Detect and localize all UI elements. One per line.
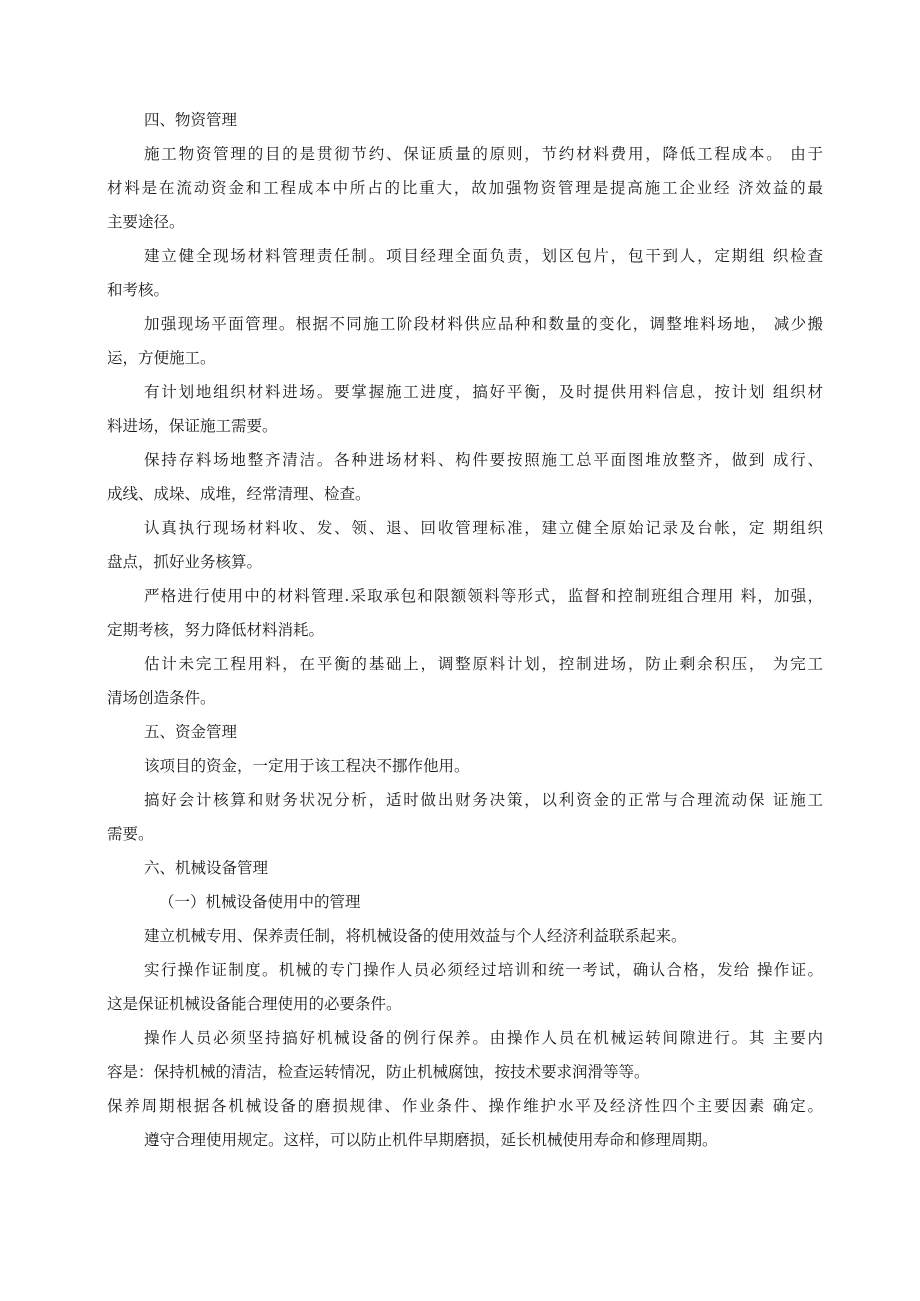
paragraph-line: 盘点，抓好业务核算。 — [107, 553, 263, 571]
paragraph-line: 估计未完工程用料，在平衡的基础上，调整原料计划，控制进场，防止剩余积压， 为完工 — [144, 655, 823, 673]
paragraph-line: 这是保证机械设备能合理使用的必要条件。 — [107, 995, 402, 1013]
paragraph-line: 认真执行现场材料收、发、领、退、回收管理标准，建立健全原始记录及台帐，定 期组织 — [144, 519, 823, 537]
paragraph-line: 施工物资管理的目的是贯彻节约、保证质量的原则，节约材料费用，降低工程成本。 由于 — [144, 145, 823, 163]
paragraph-line: 需要。 — [107, 825, 154, 843]
paragraph-line: 建立机械专用、保养责任制，将机械设备的使用效益与个人经济利益联系起来。 — [144, 927, 687, 945]
paragraph-line: 成线、成垛、成堆，经常清理、检查。 — [107, 485, 371, 503]
document-page — [107, 103, 823, 1157]
paragraph-line: 搞好会计核算和财务状况分析，适时做出财务决策，以利资金的正常与合理流动保 证施工 — [144, 791, 823, 809]
paragraph-line: 保持存料场地整齐清洁。各种进场材料、构件要按照施工总平面图堆放整齐，做到 成行、 — [144, 451, 823, 469]
paragraph-line: 有计划地组织材料进场。要掌握施工进度，搞好平衡，及时提供用料信息，按计划 组织材 — [144, 383, 823, 401]
paragraph-line: 保养周期根据各机械设备的磨损规律、作业条件、操作维护水平及经济性四个主要因素 确定。 — [107, 1097, 823, 1115]
section-heading-funds: 五、资金管理 — [144, 723, 238, 741]
paragraph-line: 建立健全现场材料管理责任制。项目经理全面负责，划区包片，包干到人，定期组 织检查 — [144, 247, 823, 265]
paragraph-line: 材料是在流动资金和工程成本中所占的比重大，故加强物资管理是提高施工企业经 济效益的最 — [107, 179, 823, 197]
paragraph-line: 定期考核，努力降低材料消耗。 — [107, 621, 325, 639]
paragraph-line: 和考核。 — [107, 281, 170, 299]
paragraph-line: 料进场，保证施工需要。 — [107, 417, 278, 435]
section-heading-machinery: 六、机械设备管理 — [144, 859, 269, 877]
paragraph-line: 加强现场平面管理。根据不同施工阶段材料供应品种和数量的变化，调整堆料场地， 减少搬 — [144, 315, 823, 333]
paragraph-line: 遵守合理使用规定。这样，可以防止机件早期磨损，延长机械使用寿命和修理周期。 — [144, 1131, 718, 1149]
paragraph-line: 严格进行使用中的材料管理.采取承包和限额领料等形式，监督和控制班组合理用 料，加强， — [144, 587, 823, 605]
paragraph-line: 清场创造条件。 — [107, 689, 216, 707]
paragraph-line: 操作人员必须坚持搞好机械设备的例行保养。由操作人员在机械运转间隙进行。其 主要内 — [144, 1029, 823, 1047]
section-heading-materials: 四、物资管理 — [144, 111, 238, 129]
paragraph-line: 实行操作证制度。机械的专门操作人员必须经过培训和统一考试，确认合格，发给 操作证。 — [144, 961, 823, 979]
paragraph-line: 容是：保持机械的清洁，检查运转情况，防止机械腐蚀，按技术要求润滑等等。 — [107, 1063, 650, 1081]
paragraph-line: 该项目的资金，一定用于该工程决不挪作他用。 — [144, 757, 470, 775]
subsection-heading: （一）机械设备使用中的管理 — [159, 893, 361, 911]
paragraph-line: 主要途径。 — [107, 213, 185, 231]
paragraph-line: 运，方便施工。 — [107, 349, 216, 367]
